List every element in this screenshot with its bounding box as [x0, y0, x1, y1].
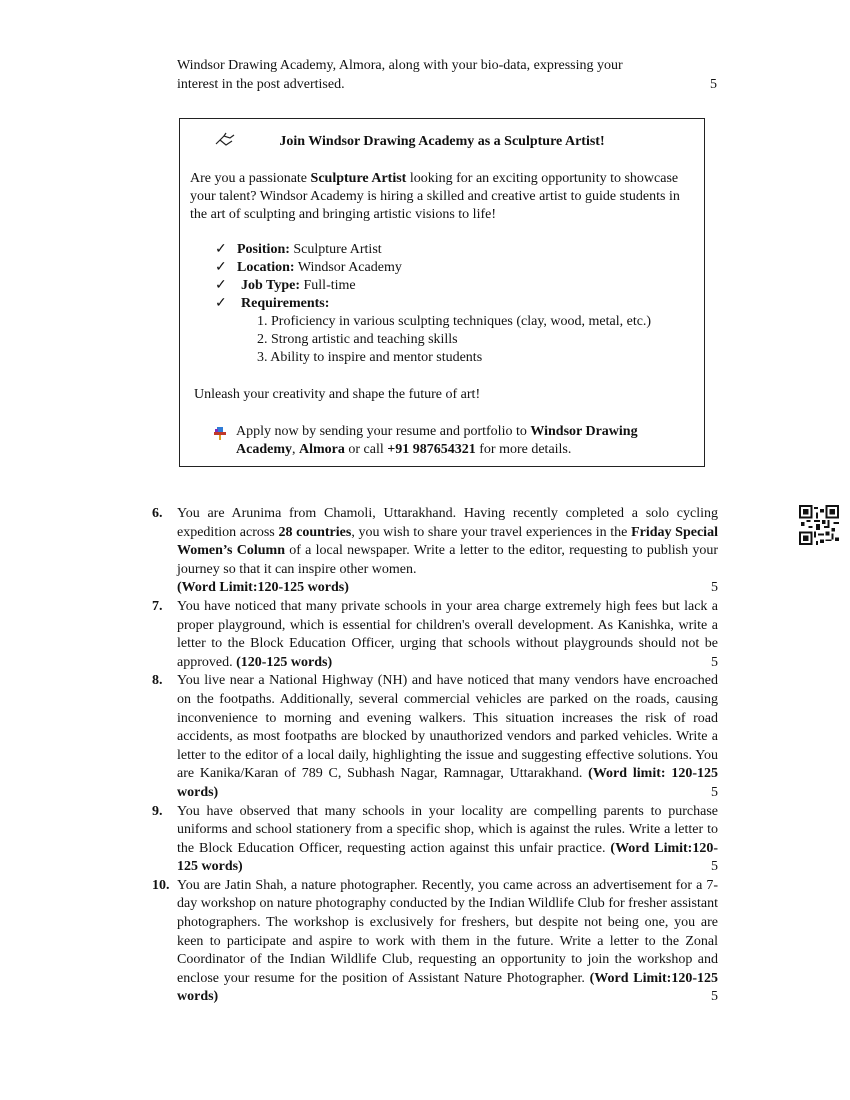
check-icon: ✓ — [215, 242, 227, 257]
detail-label: Requirements: — [241, 296, 330, 311]
apply-text: Apply now by sending your resume and portfolio to — [236, 424, 531, 439]
detail-value: Windsor Academy — [297, 260, 402, 275]
detail-value: Sculpture Artist — [293, 242, 382, 257]
ad-intro-text: Are you a passionate — [190, 171, 311, 186]
word-limit: (Word Limit:120-125 words) — [177, 970, 718, 1005]
word-limit: (Word Limit:120-125 words) — [177, 840, 718, 875]
intro-line-1: Windsor Drawing Academy, Almora, along with your bio-data, expressing your — [177, 58, 623, 73]
question-number: 6. — [152, 506, 163, 521]
ad-heading — [180, 134, 704, 150]
question-text: You are Arunima from Chamoli, Uttarakhand. Having recently completed a solo cycling expedition across — [177, 506, 718, 540]
apply-city: Almora — [299, 442, 345, 457]
requirement-item: 1. Proficiency in various sculpting techniques (clay, wood, metal, etc.) — [257, 314, 652, 329]
requirements-list — [215, 313, 695, 367]
apply-text: for more details. — [475, 442, 572, 457]
detail-requirements — [215, 295, 695, 313]
detail-job-type — [215, 277, 695, 295]
check-icon: ✓ — [215, 278, 227, 293]
marks: 5 — [710, 77, 717, 92]
requirement-item: 2. Strong artistic and teaching skills — [257, 332, 458, 347]
question-8 — [152, 672, 718, 802]
question-number: 7. — [152, 598, 163, 614]
question-number: 8. — [152, 673, 163, 689]
word-limit: (120-125 words) — [236, 654, 333, 670]
ad-intro-text: looking for an exciting opportunity to showcase your talent? Windsor Academy is hiring a skilled and creative artist to guide students in the art of sculpting and bringing artistic visions to life! — [190, 171, 680, 222]
question-7 — [152, 598, 718, 672]
check-icon: ✓ — [215, 296, 227, 311]
ad-closing: Unleash your creativity and shape the future of art! — [194, 387, 481, 402]
marks: 5 — [711, 784, 718, 800]
question-text: You live near a National Highway (NH) and have noticed that many vendors have encroached on the footpaths. Additionally, several commercial vehicles are parked on the roads, causing inconvenience to morning and evening walkers. This situation increases the risk of road accidents, as most footpaths are blocked by unauthorized vendors and parked vehicles. Write a letter to the editor of a local daily, highlighting the issue and suggesting effective solutions. You are Kanika/Karan of 789 C, Subhash Nagar, Ramnagar, Uttarakhand. — [177, 673, 718, 782]
pushpin-icon — [212, 425, 228, 441]
question-text: of a local newspaper. Write a letter to the editor, requesting to publish your journey so that it can inspire other women. — [177, 543, 719, 577]
detail-location — [215, 259, 695, 277]
word-limit: (Word Limit:120-125 words) — [177, 580, 349, 596]
question-number: 9. — [152, 803, 163, 819]
question-bold: Friday Special Women’s Column — [177, 524, 718, 559]
advertisement-box — [179, 118, 705, 467]
question-text: You are Jatin Shah, a nature photographer. Recently, you came across an advertisement for a 7-day workshop on nature photography conducted by the Indian Wildlife Club for fresher assistant photographers. The workshop is exclusively for freshers, but despite not being one, you are keen to participate and aspire to work with them in the future. Write a letter to the Zonal Coordinator of the Indian Wildlife Club, requesting an opportunity to join the workshop and enclose your resume for the position of Assistant Nature Photographer. — [177, 877, 718, 986]
ad-intro — [190, 170, 700, 224]
ad-intro-bold: Sculpture Artist — [310, 171, 407, 186]
question-text: You have noticed that many private schools in your area charge extremely high fees but lack a proper playground, which is essential for children's overall development. As Kanishka, write a letter to the Block Education Officer, urging that schools without playgrounds should not be approved. — [177, 598, 718, 670]
intro-line-2: interest in the post advertised. — [177, 77, 345, 92]
detail-label: Job Type: — [241, 278, 300, 293]
qr-code[interactable] — [799, 505, 839, 545]
requirement-item: 3. Ability to inspire and mentor students — [257, 350, 483, 365]
apply-org: Windsor Drawing Academy — [236, 424, 638, 457]
detail-position — [215, 241, 695, 259]
question-bold: 28 countries — [278, 524, 352, 540]
apply-text: or call — [344, 442, 388, 457]
detail-label: Location: — [237, 260, 295, 275]
marks: 5 — [711, 580, 718, 596]
word-limit: (Word limit: 120-125 words) — [177, 766, 719, 800]
question-6 — [152, 505, 718, 598]
question-9 — [152, 803, 718, 877]
question-number: 10. — [152, 877, 170, 893]
ad-apply — [236, 423, 696, 459]
apply-phone: +91 987654321 — [387, 442, 476, 457]
marks: 5 — [711, 989, 718, 1005]
questions-list — [152, 505, 718, 1007]
check-icon: ✓ — [215, 260, 227, 275]
marks: 5 — [711, 654, 718, 670]
marks: 5 — [711, 859, 718, 875]
writing-hand-icon — [214, 131, 236, 147]
apply-text: , — [292, 442, 299, 457]
question-text: You have observed that many schools in your locality are compelling parents to purchase uniforms and school stationery from a specific shop, which is against the rules. Write a letter to the Block Education Officer, requesting action against this unfair practice. — [177, 803, 718, 856]
previous-question-tail — [177, 56, 717, 94]
question-text: , you wish to share your travel experiences in the — [351, 524, 632, 540]
question-10 — [152, 877, 718, 1007]
detail-label: Position: — [237, 242, 290, 257]
job-details-list — [215, 241, 695, 367]
detail-value: Full-time — [303, 278, 356, 293]
ad-heading-text: Join Windsor Drawing Academy as a Sculpture Artist! — [279, 134, 605, 149]
